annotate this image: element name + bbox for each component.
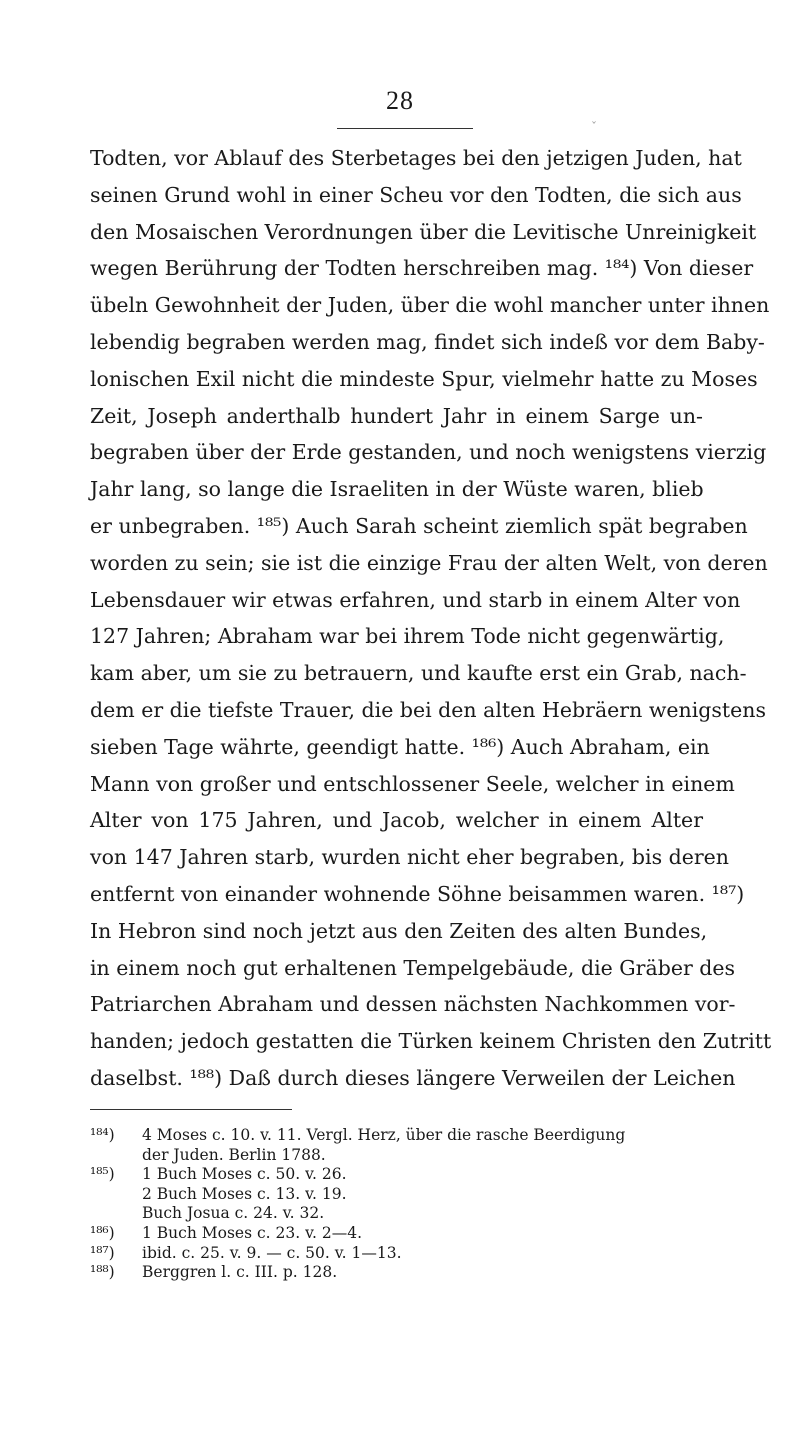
- text-line: worden zu sein; sie ist die einzige Frau der alten Welt, von deren: [90, 550, 768, 575]
- header-rule: [337, 128, 473, 129]
- footnote-line: ibid. c. 25. v. 9. — c. 50. v. 1—13.: [142, 1243, 402, 1262]
- header-mark: ˇ: [591, 120, 597, 134]
- footnote: [90, 1244, 703, 1264]
- text-line: Alter von 175 Jahren, und Jacob, welcher in einem Alter: [90, 808, 703, 833]
- page-number: 28: [386, 86, 414, 115]
- text-line: übeln Gewohnheit der Juden, über die wohl mancher unter ihnen: [90, 293, 770, 318]
- text-line: begraben über der Erde gestanden, und noch wenigstens vierzig: [90, 440, 767, 465]
- footnote-number: ¹⁸⁷): [90, 1243, 115, 1262]
- footnote-line: der Juden. Berlin 1788.: [142, 1145, 326, 1164]
- footnote-line: 2 Buch Moses c. 13. v. 19.: [142, 1184, 347, 1203]
- text-line: In Hebron sind noch jetzt aus den Zeiten des alten Bundes,: [90, 918, 708, 943]
- text-line: Zeit, Joseph anderthalb hundert Jahr in einem Sarge un-: [90, 403, 703, 428]
- footnote-number: ¹⁸⁵): [90, 1165, 115, 1184]
- text-line: seinen Grund wohl in einer Scheu vor den Todten, die sich aus: [90, 182, 742, 207]
- text-line: Mann von großer und entschlossener Seele, welcher in einem: [90, 771, 735, 796]
- text-line: 127 Jahren; Abraham war bei ihrem Tode nicht gegenwärtig,: [90, 624, 725, 649]
- footnote-number: ¹⁸⁸): [90, 1263, 115, 1282]
- text-line: daselbst. ¹⁸⁸) Daß durch dieses längere Verweilen der Leichen: [90, 1065, 736, 1090]
- footnote-line: 4 Moses c. 10. v. 11. Vergl. Herz, über die rasche Beerdigung: [142, 1126, 626, 1144]
- text-line: Patriarchen Abraham und dessen nächsten Nachkommen vor-: [90, 992, 736, 1017]
- text-line: in einem noch gut erhaltenen Tempelgebäude, die Gräber des: [90, 955, 736, 980]
- text-line: lonischen Exil nicht die mindeste Spur, vielmehr hatte zu Moses: [90, 366, 758, 391]
- text-line: den Mosaischen Verordnungen über die Levitische Unreinigkeit: [90, 219, 757, 244]
- text-line: von 147 Jahren starb, wurden nicht eher begraben, bis deren: [90, 845, 730, 870]
- text-line: Lebensdauer wir etwas erfahren, und starb in einem Alter von: [90, 587, 741, 612]
- text-line: Todten, vor Ablauf des Sterbetages bei den jetzigen Juden, hat: [90, 146, 742, 170]
- footnote: [90, 1165, 703, 1224]
- text-line: lebendig begraben werden mag, findet sich indeß vor dem Baby-: [90, 329, 765, 354]
- footnote: [90, 1263, 703, 1283]
- text-line: Jahr lang, so lange die Israeliten in der Wüste waren, blieb: [90, 477, 704, 502]
- text-line: wegen Berührung der Todten herschreiben mag. ¹⁸⁴) Von dieser: [90, 256, 754, 281]
- text-line: dem er die tiefste Trauer, die bei den alten Hebräern wenigstens: [90, 697, 766, 722]
- footnote: [90, 1126, 703, 1165]
- footnotes: [90, 1126, 703, 1283]
- text-line: kam aber, um sie zu betrauern, und kaufte erst ein Grab, nach-: [90, 661, 747, 686]
- text-line: entfernt von einander wohnende Söhne beisammen waren. ¹⁸⁷): [90, 881, 745, 906]
- text-line: er unbegraben. ¹⁸⁵) Auch Sarah scheint ziemlich spät begraben: [90, 513, 748, 538]
- footnote-line: 1 Buch Moses c. 50. v. 26.: [142, 1165, 347, 1184]
- footnote-line: 1 Buch Moses c. 23. v. 2—4.: [142, 1223, 362, 1242]
- footnote: [90, 1224, 703, 1244]
- text-line: handen; jedoch gestatten die Türken keinem Christen den Zutritt: [90, 1029, 772, 1054]
- text-line: sieben Tage währte, geendigt hatte. ¹⁸⁶) Auch Abraham, ein: [90, 734, 710, 759]
- footnote-number: ¹⁸⁴): [90, 1126, 115, 1144]
- footnote-number: ¹⁸⁶): [90, 1223, 115, 1242]
- footnote-line: Buch Josua c. 24. v. 32.: [142, 1204, 325, 1223]
- body-text: [90, 140, 772, 1097]
- footnote-line: Berggren l. c. III. p. 128.: [142, 1263, 338, 1282]
- footnote-rule: [90, 1109, 292, 1110]
